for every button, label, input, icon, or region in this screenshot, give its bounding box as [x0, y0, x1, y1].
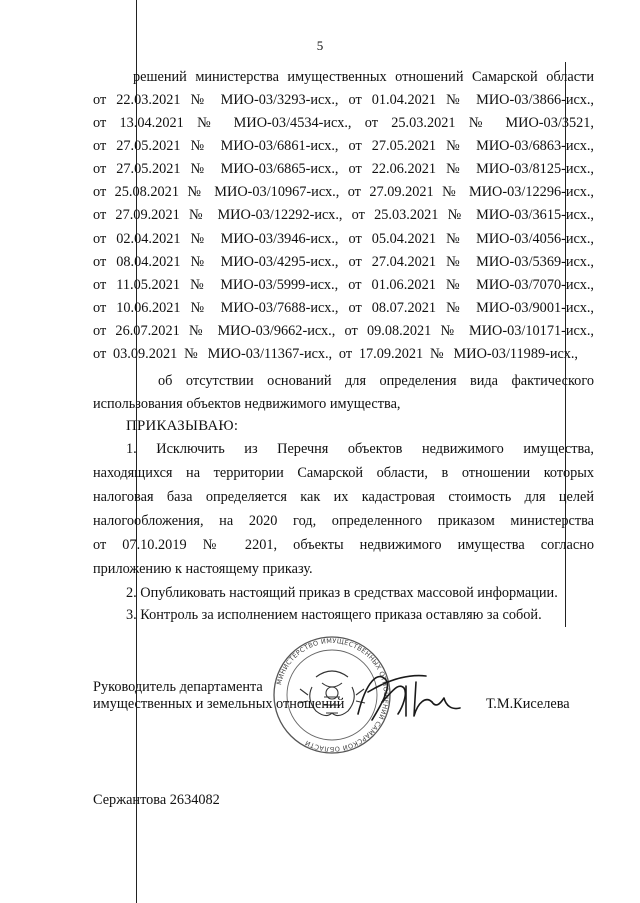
signatory-position-line: Руководитель департамента — [93, 679, 263, 695]
decision-line: от 02.04.2021 № МИО-03/3946-исх., от 05.04.2021 № МИО-03/4056-исх., — [93, 231, 594, 247]
decision-line: от 27.09.2021 № МИО-03/12292-исх., от 25.03.2021 № МИО-03/3615-исх., — [93, 207, 594, 223]
order-item-1-line: 1. Исключить из Перечня объектов недвижимого имущества, — [126, 441, 594, 457]
decision-line: от 25.08.2021 № МИО-03/10967-исх., от 27.09.2021 № МИО-03/12296-исх., — [93, 184, 594, 200]
decision-line: от 10.06.2021 № МИО-03/7688-исх., от 08.07.2021 № МИО-03/9001-исх., — [93, 300, 594, 316]
decision-line: от 13.04.2021 № МИО-03/4534-исх., от 25.03.2021 № МИО-03/3521, — [93, 115, 594, 131]
decision-line: от 27.05.2021 № МИО-03/6865-исх., от 22.06.2021 № МИО-03/8125-исх., — [93, 161, 594, 177]
order-item-1-line: налогообложения, на 2020 год, определенного приказом министерства — [93, 513, 594, 529]
decision-line: от 27.05.2021 № МИО-03/6861-исх., от 27.05.2021 № МИО-03/6863-исх., — [93, 138, 594, 154]
decision-line: решений министерства имущественных отношений Самарской области — [133, 69, 594, 85]
order-item-1-line: от 07.10.2019 № 2201, объекты недвижимого имущества согласно — [93, 537, 594, 553]
decision-line: от 11.05.2021 № МИО-03/5999-исх., от 01.06.2021 № МИО-03/7070-исх., — [93, 277, 594, 293]
signatory-position-line: имущественных и земельных отношений — [93, 696, 345, 712]
reason-line: использования объектов недвижимого имущества, — [93, 396, 401, 412]
order-item-3: 3. Контроль за исполнением настоящего приказа оставляю за собой. — [126, 607, 542, 623]
decision-line: от 26.07.2021 № МИО-03/9662-исх., от 09.08.2021 № МИО-03/10171-исх., — [93, 323, 594, 339]
reason-line: об отсутствии оснований для определения вида фактического — [158, 373, 594, 389]
seal-ring-text: МИНИСТЕРСТВО ИМУЩЕСТВЕННЫХ ОТНОШЕНИЙ САМАРСКОЙ ОБЛАСТИ — [275, 636, 391, 754]
signatory-name: Т.М.Киселева — [486, 696, 570, 712]
page-number: 5 — [316, 38, 324, 53]
decision-line: от 03.09.2021 № МИО-03/11367-исх., от 17.09.2021 № МИО-03/11989-исх., — [93, 346, 578, 362]
decision-line: от 08.04.2021 № МИО-03/4295-исх., от 27.04.2021 № МИО-03/5369-исх., — [93, 254, 594, 270]
decision-line: от 22.03.2021 № МИО-03/3293-исх., от 01.04.2021 № МИО-03/3866-исх., — [93, 92, 594, 108]
order-item-1-line: приложению к настоящему приказу. — [93, 561, 313, 577]
handwritten-signature — [348, 662, 466, 724]
order-item-1-line: находящихся на территории Самарской области, в отношении которых — [93, 465, 594, 481]
order-item-2: 2. Опубликовать настоящий приказ в средствах массовой информации. — [126, 585, 558, 601]
order-heading: ПРИКАЗЫВАЮ: — [126, 418, 239, 434]
order-item-1-line: налоговая база определяется как их кадастровая стоимость для целей — [93, 489, 594, 505]
executor-contact: Сержантова 2634082 — [93, 792, 220, 808]
